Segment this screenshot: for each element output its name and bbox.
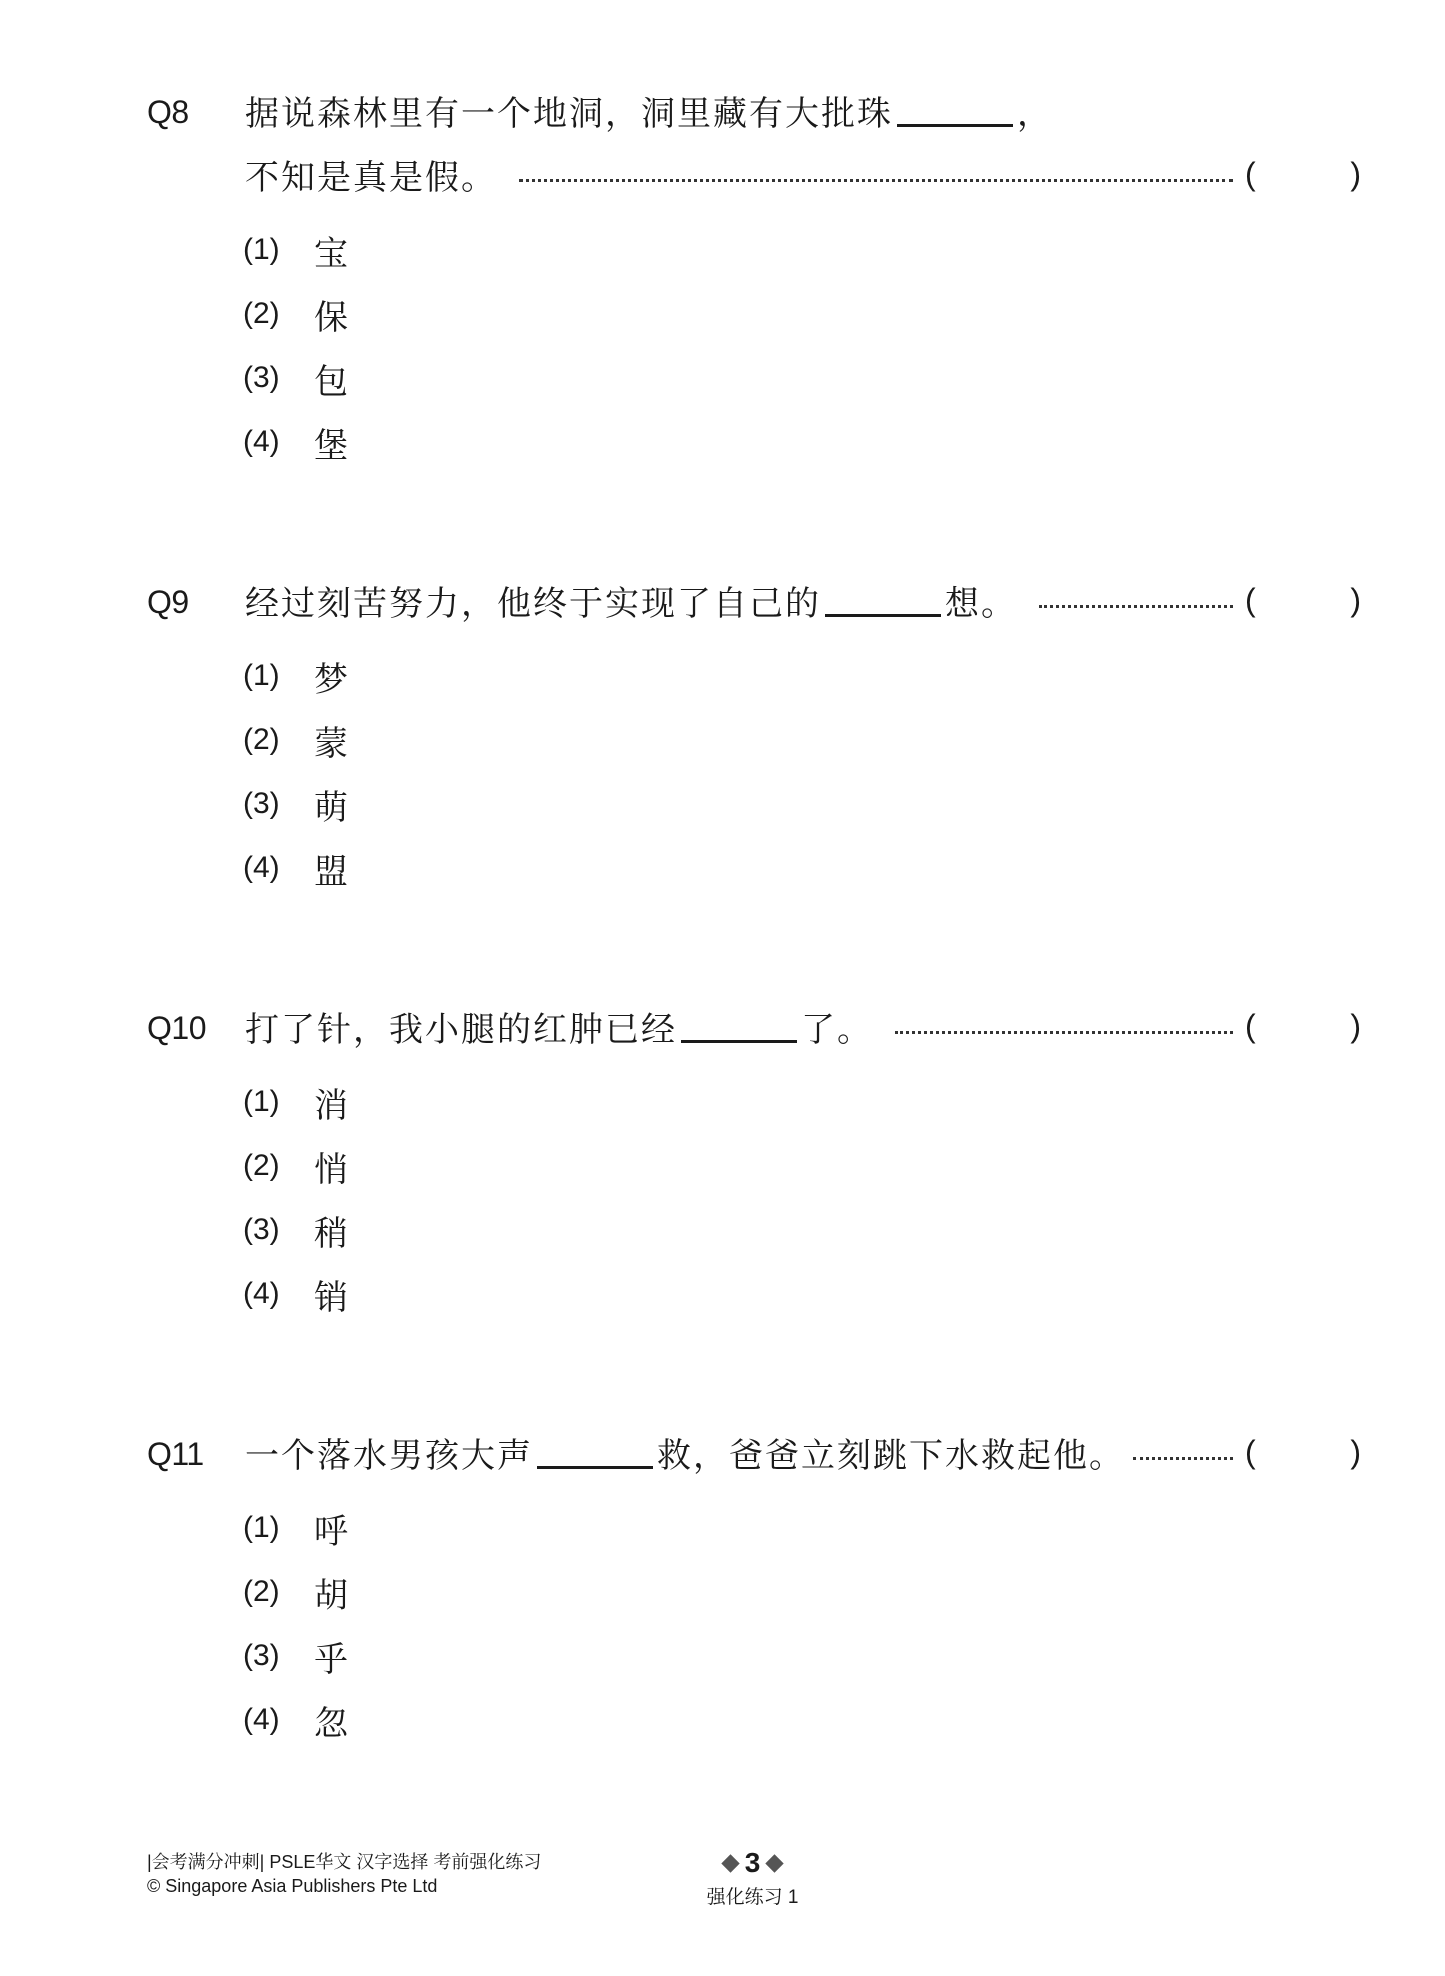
page-number: 3: [744, 1847, 761, 1878]
footer-page-marker: [680, 1846, 825, 1909]
option-4: [243, 1262, 348, 1326]
option-character: 萌: [314, 787, 348, 828]
question-stem-line-2: [245, 152, 1363, 196]
option-number: (4): [243, 425, 280, 458]
option-number: (2): [243, 297, 280, 330]
option-character: 梦: [314, 659, 348, 700]
answer-blank: [681, 1010, 797, 1043]
diamond-left-icon: [721, 1854, 739, 1872]
option-3: [243, 346, 348, 410]
dotted-leader: [519, 179, 1233, 182]
option-number: (4): [243, 851, 280, 884]
paren-close: ): [1350, 1433, 1363, 1470]
paren-close: ): [1350, 155, 1363, 192]
option-number: (1): [243, 1511, 280, 1544]
option-number: (3): [243, 787, 280, 820]
question-stem-line-1: [245, 88, 1363, 132]
option-character: 忽: [314, 1703, 348, 1744]
option-number: (1): [243, 233, 280, 266]
option-number: (2): [243, 1575, 280, 1608]
option-3: [243, 1624, 348, 1688]
dotted-leader: [895, 1031, 1233, 1034]
option-2: [243, 282, 348, 346]
option-number: (4): [243, 1277, 280, 1310]
option-number: (3): [243, 1213, 280, 1246]
question-number: Q10: [147, 1010, 206, 1046]
option-character: 乎: [314, 1639, 348, 1680]
diamond-right-icon: [766, 1854, 784, 1872]
stem-text-before-blank: 打了针，我小腿的红肿已经: [245, 1009, 677, 1050]
option-2: [243, 1134, 348, 1198]
option-character: 消: [314, 1085, 348, 1126]
option-list: [243, 1496, 348, 1752]
option-2: [243, 1560, 348, 1624]
stem-text-after-blank: 了。: [801, 1009, 873, 1050]
stem-text-before-blank: 据说森林里有一个地洞，洞里藏有大批珠: [245, 93, 893, 134]
option-character: 堡: [314, 425, 348, 466]
option-4: [243, 410, 348, 474]
option-1: [243, 644, 348, 708]
option-list: [243, 1070, 348, 1326]
option-number: (1): [243, 659, 280, 692]
option-number: (2): [243, 1149, 280, 1182]
dotted-leader: [1133, 1457, 1233, 1460]
option-character: 胡: [314, 1575, 348, 1616]
answer-parentheses: [1245, 1008, 1363, 1045]
stem-text-after-blank: 救，爸爸立刻跳下水救起他。: [657, 1435, 1125, 1476]
question-stem-line-1: [245, 578, 1363, 622]
option-list: [243, 218, 348, 474]
footer-copyright: © Singapore Asia Publishers Pte Ltd: [147, 1876, 438, 1896]
paren-open: (: [1245, 155, 1258, 192]
option-number: (1): [243, 1085, 280, 1118]
stem-text-before-blank: 经过刻苦努力，他终于实现了自己的: [245, 583, 821, 624]
page-number-row: [680, 1846, 825, 1880]
option-character: 稍: [314, 1213, 348, 1254]
option-3: [243, 772, 348, 836]
option-number: (3): [243, 1639, 280, 1672]
option-character: 悄: [314, 1149, 348, 1190]
option-4: [243, 836, 348, 900]
paren-close: ): [1350, 1007, 1363, 1044]
option-character: 销: [314, 1277, 348, 1318]
answer-blank: [825, 584, 941, 617]
option-character: 宝: [314, 233, 348, 274]
stem-text-line-2: 不知是真是假。: [245, 157, 497, 198]
answer-parentheses: [1245, 156, 1363, 193]
option-4: [243, 1688, 348, 1752]
option-1: [243, 218, 348, 282]
option-character: 呼: [314, 1511, 348, 1552]
question-stem-line-1: [245, 1430, 1363, 1474]
answer-parentheses: [1245, 1434, 1363, 1471]
question-stem-line-1: [245, 1004, 1363, 1048]
option-character: 保: [314, 297, 348, 338]
footer-publisher-info: [147, 1850, 541, 1898]
option-2: [243, 708, 348, 772]
answer-blank: [537, 1436, 653, 1469]
dotted-leader: [1039, 605, 1233, 608]
option-3: [243, 1198, 348, 1262]
option-1: [243, 1496, 348, 1560]
stem-text-before-blank: 一个落水男孩大声: [245, 1435, 533, 1476]
option-number: (4): [243, 1703, 280, 1736]
question-number: Q9: [147, 584, 189, 620]
stem-text-after-blank: 想。: [945, 583, 1017, 624]
option-1: [243, 1070, 348, 1134]
option-number: (2): [243, 723, 280, 756]
option-list: [243, 644, 348, 900]
paren-close: ): [1350, 581, 1363, 618]
answer-parentheses: [1245, 582, 1363, 619]
option-number: (3): [243, 361, 280, 394]
paren-open: (: [1245, 1433, 1258, 1470]
question-number: Q11: [147, 1436, 204, 1472]
answer-blank: [897, 94, 1013, 127]
option-character: 盟: [314, 851, 348, 892]
option-character: 包: [314, 361, 348, 402]
section-label: 强化练习 1: [706, 1887, 799, 1908]
paren-open: (: [1245, 581, 1258, 618]
option-character: 蒙: [314, 723, 348, 764]
footer-series-title: |会考满分冲刺| PSLE华文 汉字选择 考前强化练习: [147, 1852, 542, 1872]
question-number: Q8: [147, 94, 189, 130]
stem-text-after-blank: ，: [1017, 93, 1053, 134]
paren-open: (: [1245, 1007, 1258, 1044]
